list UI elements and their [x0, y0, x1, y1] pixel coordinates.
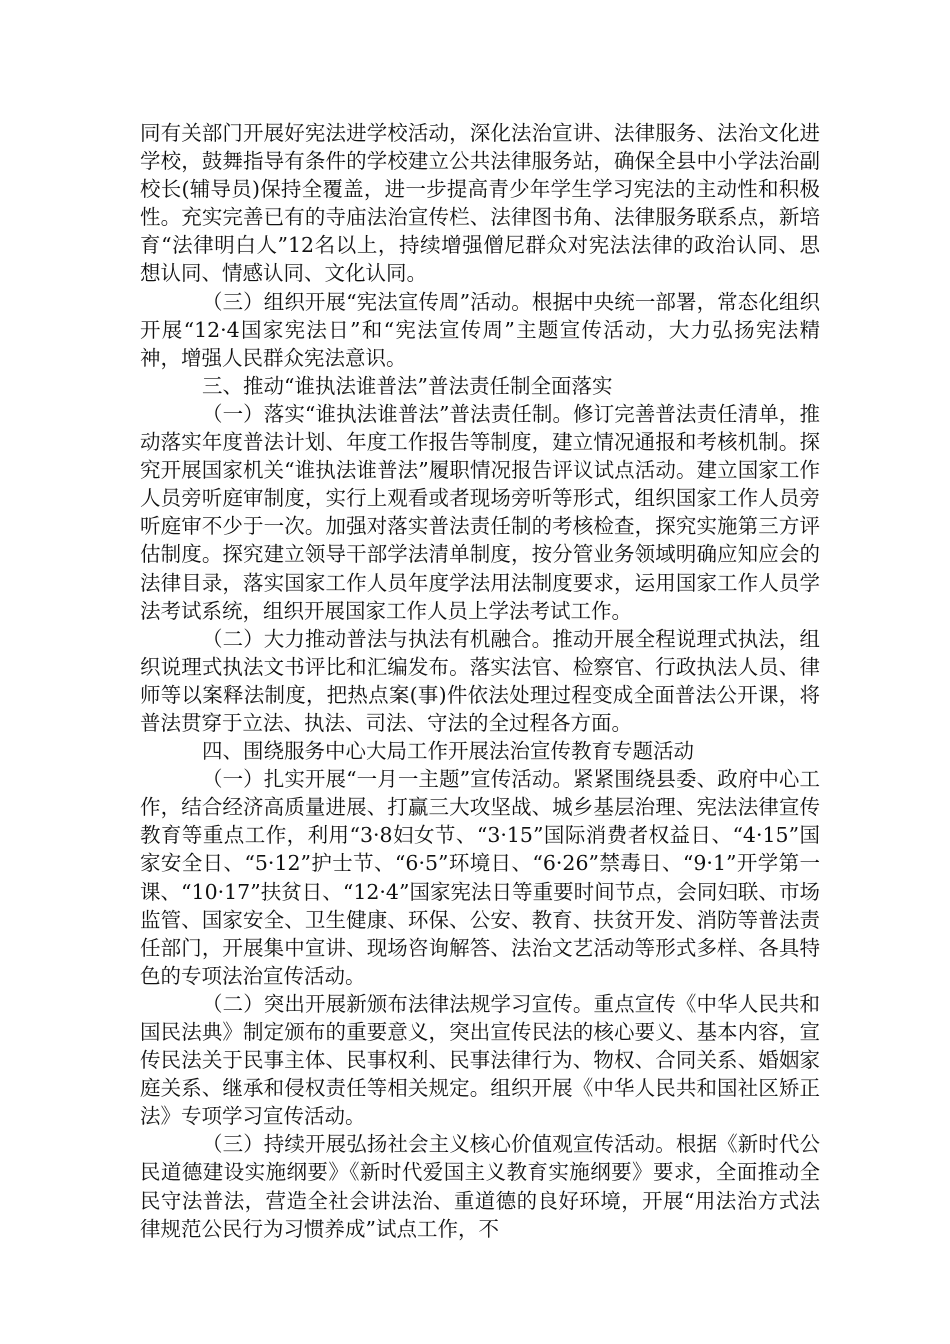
- body-paragraph-7: （一）扎实开展“一月一主题”宣传活动。紧紧围绕县委、政府中心工作，结合经济高质量进展、打赢三大攻坚战、城乡基层治理、宪法法律宣传教育等重点工作，利用“3·8妇女节、“3·15”国际消费者权益日、“4·15”国家安全日、“5·12”护士节、“6·5”环境日、“6·26”禁毒日、“9·1”开学第一课、“10·17”扶贫日、“12·4”国家宪法日等重要时间节点，会同妇联、市场监管、国家安全、卫生健康、环保、公安、教育、扶贫开发、消防等普法责任部门，开展集中宣讲、现场咨询解答、法治文艺活动等形式多样、各具特色的专项法治宣传活动。: [140, 767, 820, 988]
- body-paragraph-5: （二）大力推动普法与执法有机融合。推动开展全程说理式执法，组织说理式执法文书评比和汇编发布。落实法官、检察官、行政执法人员、律师等以案释法制度，把热点案(事)件依法处理过程变成全面普法公开课，将普法贯穿于立法、执法、司法、守法的全过程各方面。: [140, 626, 820, 735]
- body-paragraph-9: （三）持续开展弘扬社会主义核心价值观宣传活动。根据《新时代公民道德建设实施纲要》《新时代爱国主义教育实施纲要》要求，全面推动全民守法普法，营造全社会讲法治、重道德的良好环境，开展“用法治方式法律规范公民行为习惯养成”试点工作，不: [140, 1132, 820, 1241]
- body-paragraph-2: （三）组织开展“宪法宣传周”活动。根据中央统一部署，常态化组织开展“12·4国家宪法日”和“宪法宣传周”主题宣传活动，大力弘扬宪法精神，增强人民群众宪法意识。: [140, 289, 820, 370]
- body-paragraph-4: （一）落实“谁执法谁普法”普法责任制。修订完善普法责任清单，推动落实年度普法计划、年度工作报告等制度，建立情况通报和考核机制。探究开展国家机关“谁执法谁普法”履职情况报告评议试点活动。建立国家工作人员旁听庭审制度，实行上观看或者现场旁听等形式，组织国家工作人员旁听庭审不少于一次。加强对落实普法责任制的考核检查，探究实施第三方评估制度。探究建立领导干部学法清单制度，按分管业务领域明确应知应会的法律目录，落实国家工作人员年度学法用法制度要求，运用国家工作人员学法考试系统，组织开展国家工作人员上学法考试工作。: [140, 401, 820, 623]
- body-paragraph-1: 同有关部门开展好宪法进学校活动，深化法治宣讲、法律服务、法治文化进学校，鼓舞指导有条件的学校建立公共法律服务站，确保全县中小学法治副校长(辅导员)保持全覆盖，进一步提高青少年学生学习宪法的主动性和积极性。充实完善已有的寺庙法治宣传栏、法律图书角、法律服务联系点，新培育“法律明白人”12名以上，持续增强僧尼群众对宪法法律的政治认同、思想认同、情感认同、文化认同。: [140, 121, 820, 286]
- document-page: [140, 119, 820, 1243]
- section-heading-3: 三、推动“谁执法谁普法”普法责任制全面落实: [202, 373, 613, 398]
- body-paragraph-8: （二）突出开展新颁布法律法规学习宣传。重点宣传《中华人民共和国民法典》制定颁布的重要意义，突出宣传民法的核心要义、基本内容，宣传民法关于民事主体、民事权利、民事法律行为、物权、合同关系、婚姻家庭关系、继承和侵权责任等相关规定。组织开展《中华人民共和国社区矫正法》专项学习宣传活动。: [140, 991, 820, 1129]
- section-heading-6: 四、围绕服务中心大局工作开展法治宣传教育专题活动: [202, 739, 694, 764]
